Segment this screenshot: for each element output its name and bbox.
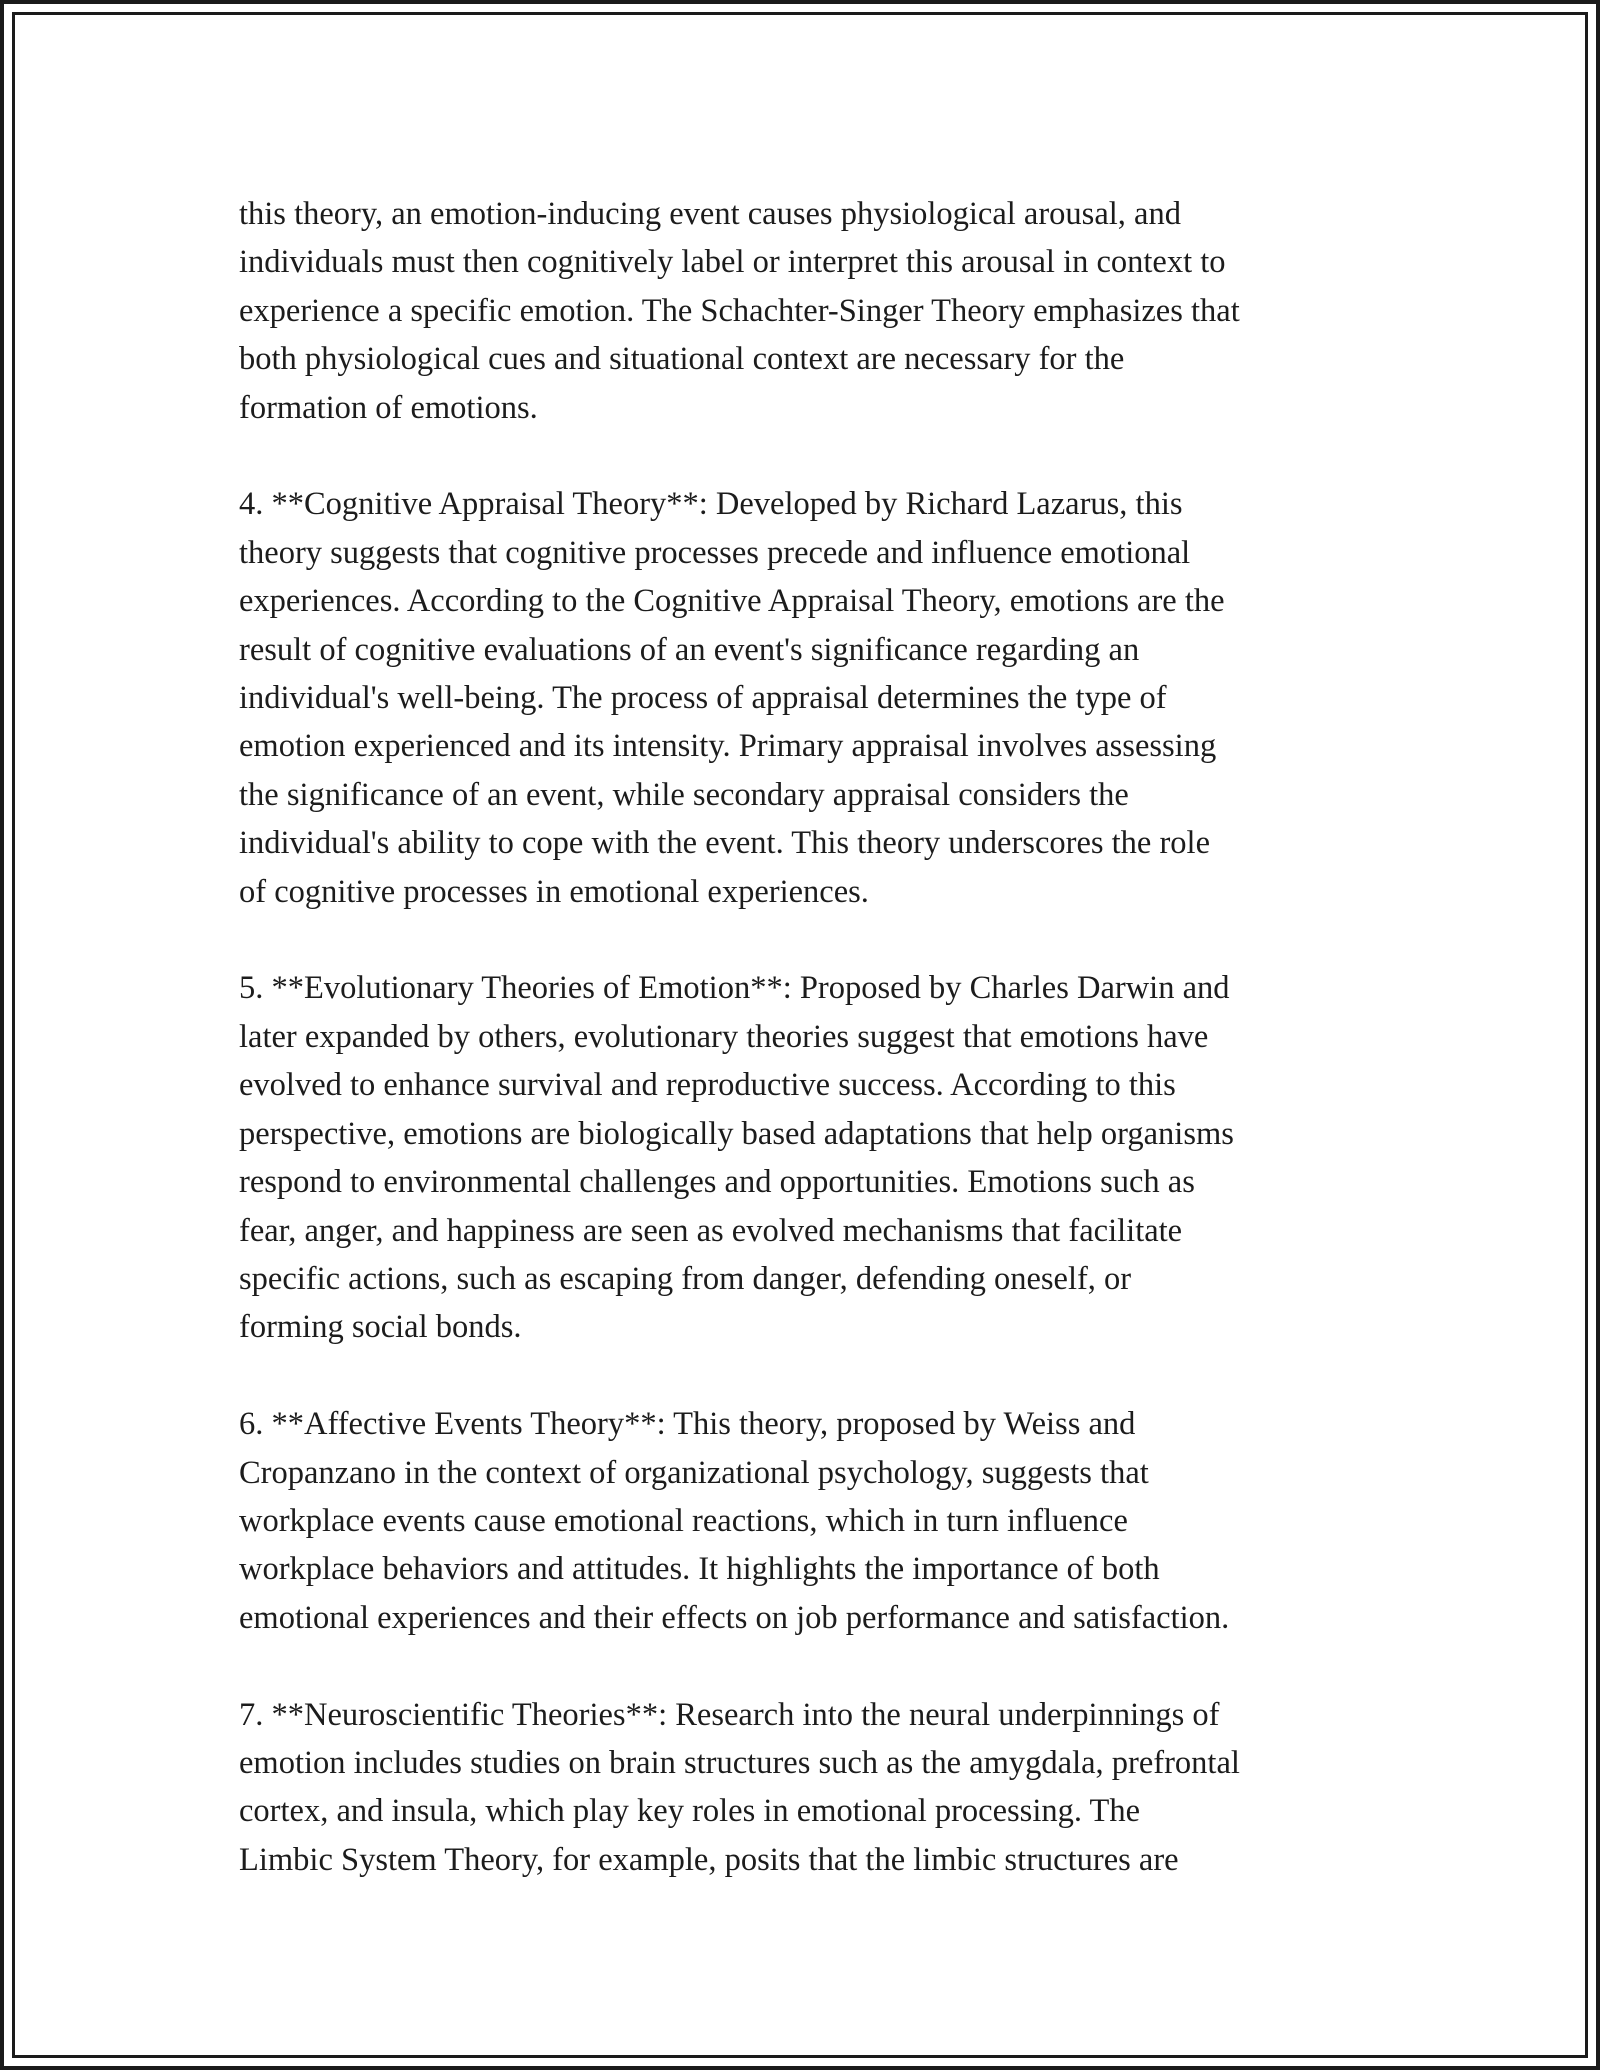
document-body: [239, 190, 1379, 1884]
paragraph-neuroscientific-theories: 7. **Neuroscientific Theories**: Research into the neural underpinnings of emotion includes studies on brain structures such as the amygdala, prefrontal cortex, and insula, which play key roles in emotional processing. The Limbic System Theory, for example, posits that the limbic structures are: [239, 1696, 1240, 1878]
paragraph-schachter-singer-continuation: this theory, an emotion-inducing event causes physiological arousal, and individuals must then cognitively label or interpret this arousal in context to experience a specific emotion. The Schachter-Singer Theory emphasizes that both physiological cues and situational context are necessary for the formation of emotions.: [239, 196, 1240, 426]
paragraph-affective-events-theory: 6. **Affective Events Theory**: This theory, proposed by Weiss and Cropanzano in the context of organizational psychology, suggests that workplace events cause emotional reactions, which in turn influence workplace behaviors and attitudes. It highlights the importance of both emotional experiences and their effects on job performance and satisfaction.: [239, 1406, 1230, 1636]
paragraph-cognitive-appraisal-theory: 4. **Cognitive Appraisal Theory**: Developed by Richard Lazarus, this theory suggests that cognitive processes precede and influence emotional experiences. According to the Cognitive Appraisal Theory, emotions are the result of cognitive evaluations of an event's significance regarding an individual's well-being. The process of appraisal determines the type of emotion experienced and its intensity. Primary appraisal involves assessing the significance of an event, while secondary appraisal considers the individual's ability to cope with the event. This theory underscores the role of cognitive processes in emotional experiences.: [239, 486, 1225, 910]
paragraph-evolutionary-theories: 5. **Evolutionary Theories of Emotion**: Proposed by Charles Darwin and later expanded by others, evolutionary theories suggest that emotions have evolved to enhance survival and reproductive success. According to this perspective, emotions are biologically based adaptations that help organisms respond to environmental challenges and opportunities. Emotions such as fear, anger, and happiness are seen as evolved mechanisms that facilitate specific actions, such as escaping from danger, defending oneself, or forming social bonds.: [239, 970, 1234, 1346]
